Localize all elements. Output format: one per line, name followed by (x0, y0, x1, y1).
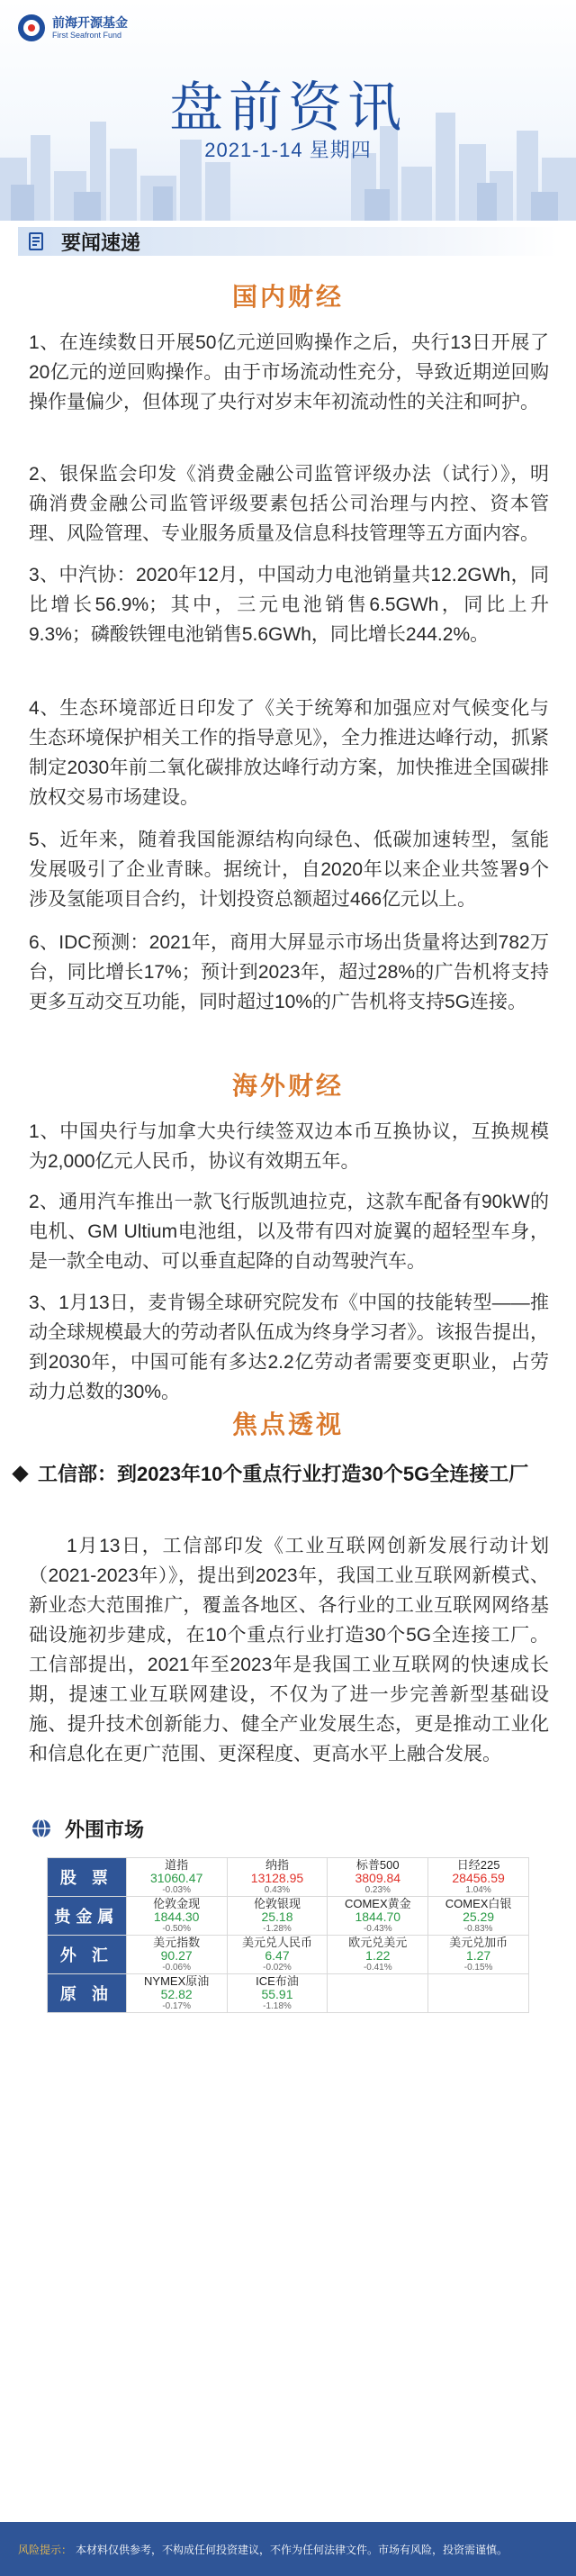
market-index-change: -0.50% (162, 1924, 192, 1934)
document-icon (27, 231, 47, 251)
market-label: 外围市场 (65, 1818, 145, 1841)
domestic-item-2: 2、银保监会印发《消费金融公司监管评级办法（试行）》，明确消费金融公司监管评级要素包括公司治理与内控、资本管理、风险管理、专业服务质量及信息科技管理等五方面内容。 (29, 464, 549, 544)
market-cell (328, 1936, 428, 1974)
market-row (48, 1974, 529, 2013)
focus-article-title (11, 1459, 560, 1489)
diamond-bullet-icon (12, 1465, 28, 1482)
domestic-item-3: 3、中汽协：2020年12月，中国动力电池销量共12.2GWh，同比增长56.9%；其中，三元电池销售6.5GWh，同比上升9.3%；磷酸铁锂电池销售5.6GWh，同比增长244.2%。 (29, 565, 549, 645)
market-index-name: 伦敦银现 (253, 1897, 301, 1910)
market-index-change: 0.43% (264, 1885, 291, 1895)
market-index-value: 1844.70 (355, 1909, 401, 1924)
market-index-change: -1.28% (263, 1924, 292, 1934)
globe-icon (31, 1818, 52, 1839)
overseas-item-3: 3、1月13日，麦肯锡全球研究院发布《中国的技能转型——推动全球规模最大的劳动者队伍成为终身学习者》。该报告提出，到2030年，中国可能有多达2.2亿劳动者需要变更职业，占劳动力总数的30%。 (29, 1293, 549, 1402)
market-index-change: -0.15% (464, 1963, 493, 1973)
logo-name-cn: 前海开源基金 (52, 15, 128, 30)
market-index-change: 1.04% (465, 1885, 491, 1895)
market-index-value: 31060.47 (149, 1871, 203, 1885)
market-index-value: 6.47 (265, 1948, 290, 1963)
market-index-name: 欧元兑美元 (348, 1936, 408, 1949)
risk-label: 风险提示： (18, 2543, 73, 2556)
page-header (0, 0, 576, 221)
market-cell (126, 1936, 227, 1974)
market-index-value: 55.91 (261, 1987, 293, 2001)
market-index-change: -0.43% (363, 1924, 392, 1934)
page-title: 盘前资讯 (169, 77, 407, 140)
market-index-value: 13128.95 (250, 1871, 304, 1885)
market-row (48, 1897, 529, 1936)
risk-disclaimer-footer (0, 2522, 576, 2576)
market-index-change: -0.02% (263, 1963, 292, 1973)
market-row (48, 1936, 529, 1974)
market-cell (428, 1974, 529, 2013)
section-bar-news (18, 227, 558, 256)
market-index-name: 伦敦金现 (153, 1897, 201, 1910)
focus-article-body: 1月13日，工信部印发《工业互联网创新发展行动计划（2021-2023年）》，提出到2023年，我国工业互联网新模式、新业态大范围推广，覆盖各地区、各行业的工业互联网网络基础设施初步建成，在10个重点行业打造30个5G全连接工厂。工信部提出，2021年至2023年是我国工业互联网的快速成长期，提速工业互联网建设，不仅为了进一步完善新型基础设施、提升技术创新能力、健全产业发展生态，更是推动工业化和信息化在更广范围、更深程度、更高水平上融合发展。 (29, 1536, 549, 1764)
heading-overseas: 海外财经 (231, 1072, 344, 1100)
domestic-item-5: 5、近年来，随着我国能源结构向绿色、低碳加速转型，氢能发展吸引了企业青睐。据统计，自2020年以来企业共签署9个涉及氢能项目合约，计划投资总额超过466亿元以上。 (29, 830, 549, 910)
market-cell (328, 1858, 428, 1897)
market-row-label: 原 油 (48, 1974, 127, 2013)
market-index-name: COMEX白银 (445, 1897, 512, 1910)
overseas-item-2: 2、通用汽车推出一款飞行版凯迪拉克，这款车配备有90kW的电机、GM Ultium电池组，以及带有四对旋翼的超轻型车身，是一款全电动、可以垂直起降的自动驾驶汽车。 (29, 1192, 549, 1272)
market-index-name: 标普500 (356, 1858, 400, 1872)
market-index-value: 25.18 (261, 1909, 293, 1924)
focus-title-text: 工信部：到2023年10个重点行业打造30个5G全连接工厂 (38, 1463, 529, 1485)
section-label: 要闻速递 (61, 231, 141, 254)
market-index-change: 0.23% (364, 1885, 391, 1895)
market-index-change: -0.83% (464, 1924, 493, 1934)
brand-logo (18, 14, 128, 41)
market-index-value: 28456.59 (452, 1871, 505, 1885)
logo-emblem-icon (18, 14, 45, 41)
market-index-value: 25.29 (463, 1909, 495, 1924)
market-cell (227, 1974, 328, 2013)
market-cell (227, 1897, 328, 1936)
market-index-change: -0.41% (363, 1963, 392, 1973)
market-row-label: 贵金属 (48, 1897, 127, 1936)
market-index-value: 52.82 (160, 1987, 193, 2001)
risk-text: 本材料仅供参考，不构成任何投资建议，不作为任何法律文件。市场有风险，投资需谨慎。 (76, 2543, 508, 2556)
heading-focus: 焦点透视 (231, 1410, 344, 1438)
market-index-change: -0.03% (162, 1885, 192, 1895)
market-index-value: 1844.30 (153, 1909, 200, 1924)
market-index-value: 3809.84 (355, 1871, 401, 1885)
market-table (47, 1857, 529, 2013)
domestic-item-6: 6、IDC预测：2021年，商用大屏显示市场出货量将达到782万台，同比增长17%；预计到2023年，超过28%的广告机将支持更多互动交互功能，同时超过10%的广告机将支持5G连接。 (29, 932, 549, 1012)
market-cell (126, 1974, 227, 2013)
heading-domestic: 国内财经 (231, 283, 344, 311)
market-row-label: 股 票 (48, 1858, 127, 1897)
market-index-name: 美元指数 (153, 1936, 201, 1949)
market-index-change: -1.18% (263, 2001, 292, 2011)
market-index-name: ICE布油 (256, 1974, 299, 1988)
market-index-name: COMEX黄金 (344, 1897, 411, 1910)
market-row (48, 1858, 529, 1897)
market-cell (328, 1897, 428, 1936)
market-cell (328, 1974, 428, 2013)
market-index-name: 纳指 (265, 1858, 289, 1872)
market-index-change: -0.06% (162, 1963, 192, 1973)
issue-date: 2021-1-14 星期四 (204, 139, 372, 161)
market-index-value: 90.27 (160, 1948, 193, 1963)
market-index-value: 1.27 (465, 1948, 491, 1963)
market-index-name: 美元兑人民币 (241, 1936, 312, 1949)
logo-name-en: First Seafront Fund (52, 31, 122, 40)
overseas-item-1: 1、中国央行与加拿大央行续签双边本币互换协议，互换规模为2,000亿元人民币，协议有效期五年。 (29, 1121, 549, 1172)
market-index-name: 道指 (165, 1858, 189, 1872)
market-index-name: 日经225 (456, 1858, 500, 1872)
domestic-item-4: 4、生态环境部近日印发了《关于统筹和加强应对气候变化与生态环境保护相关工作的指导意见》，全力推进达峰行动，抓紧制定2030年前二氧化碳排放达峰行动方案，加快推进全国碳排放权交易市场建设。 (29, 698, 549, 808)
market-cell (227, 1936, 328, 1974)
market-cell (126, 1858, 227, 1897)
market-cell (428, 1897, 529, 1936)
market-index-name: NYMEX原油 (144, 1974, 210, 1988)
market-cell (428, 1858, 529, 1897)
market-row-label: 外 汇 (48, 1936, 127, 1974)
market-index-change: -0.17% (162, 2001, 192, 2011)
market-cell (126, 1897, 227, 1936)
market-index-value: 1.22 (365, 1948, 391, 1963)
domestic-item-1: 1、在连续数日开展50亿元逆回购操作之后，央行13日开展了20亿元的逆回购操作。由于市场流动性充分，导致近期逆回购操作量偏少，但体现了央行对岁末年初流动性的关注和呵护。 (29, 332, 549, 413)
section-bar-market (18, 1812, 558, 1845)
market-index-name: 美元兑加币 (449, 1936, 508, 1949)
market-cell (227, 1858, 328, 1897)
market-cell (428, 1936, 529, 1974)
